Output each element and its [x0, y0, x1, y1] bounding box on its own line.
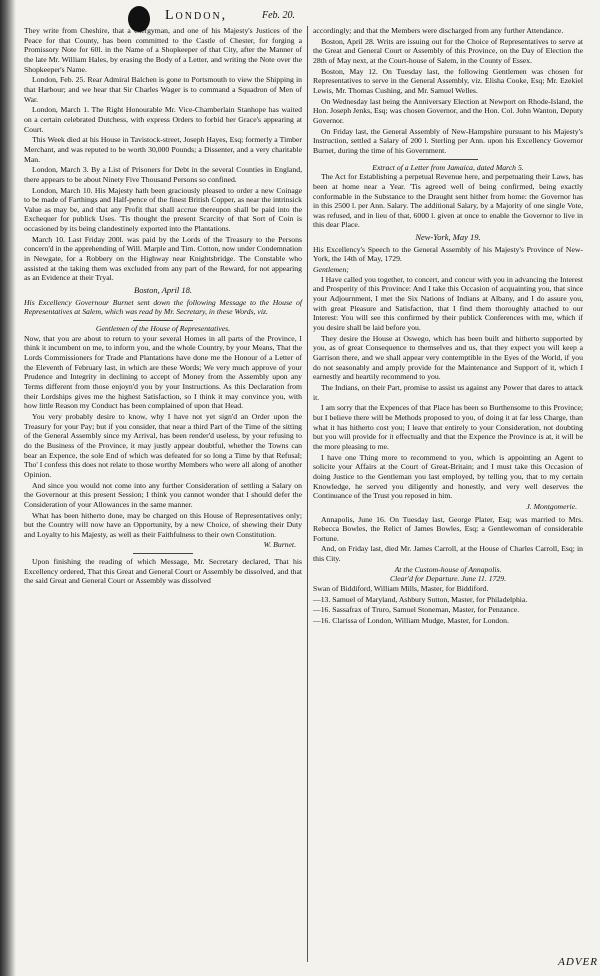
speech-title: His Excellency's Speech to the General Assembly of his Majesty's Province of New-York, the 14th of May, 1729. — [313, 244, 583, 264]
message-salutation: Gentlemen of the House of Representatives. — [95, 324, 231, 334]
dateline-new-york: New-York, May 19. — [415, 232, 481, 243]
speech-paragraph: I Have called you together, to concert, and concur with you in advancing the Interest and Prosperity of this Province: And I take this Occasion of acquainting you, that since your Adjournment, I met the Six Nations of Indians at Albany, and I do assure you, with great Pleasure and Satisfaction, that I find them thoroughly attached to our Interest: You will see this confirmed by their publick Conferences with me, which if you desire shall be laid before you. — [313, 274, 583, 333]
message-paragraph: You very probably desire to know, why I have not yet sign'd an Order upon the Treasury for your Pay; but if you consider, that near a third Part of the Time of the sitting of the General Assembly since my Arrival, has been render'd useless, by your refusing to do the Business of the Province, it may justly appear doubtful, whether the Towns can bear an Expence, the sole End of which was defeated for so long a Time by that Refusal; Tho' I confess this does not relate to those worthy Members who were all along of another Opinion. — [24, 411, 302, 479]
speech-paragraph: They desire the House at Oswego, which has been built and hitherto supported by you, as of great Consequence to themselves and us, that they expect you will keep a Garrison there, and we shall appear very contemptible in the Eyes of the World, if you do not seasonably and amply provide for the Maintenance and Support of it, which I earnestly and heartily recommend to you. — [313, 333, 583, 382]
article-paragraph: They write from Cheshire, that a Clergyman, and one of his Majesty's Justices of the Peace for that County, has been committed to the Castle of Chester, for forging a Promissory Note for 60l. in the Name of a Shopkeeper of that City, after the Manner of the late Mr. William Hales, by erasing the Body of a Letter, and writing the Note over the Shopkeeper's Name. — [24, 26, 302, 74]
article-paragraph: London, Feb. 25. Rear Admiral Balchen is gone to Portsmouth to view the Shipping in that Harbour; and we hear that Sir Charles Wager is to command a Squadron of Men of War. — [24, 75, 302, 104]
article-paragraph: March 10. Last Friday 200l. was paid by the Lords of the Treasury to the Persons concern'd in the apprehending of Will. Marple and Tim. Cotton, now under Condemnation in Newgate, for a Robbery on the Highway near Knightsbridge. The Constable who assisted at the taking them was excluded from any part of the Reward, for not appearing as an Evidence at their Tryal. — [24, 234, 302, 283]
article-paragraph: On Friday last, the General Assembly of New-Hampshire pursuant to his Majesty's Instruction, settled a Salary of 200 l. Sterling per Ann. upon his Excellency Governor Burnet, during the time of his Government. — [313, 126, 583, 155]
right-column — [313, 26, 583, 627]
article-paragraph: London, March 10. His Majesty hath been graciously pleased to order a new Coinage to be made of Farthings and Half-pence of the finest British Copper, as near the intrinsick Value as may be, and that any Profit that shall accrue thereupon shall be paid into the Exchequer for publick Uses. 'Tis thought the present Scarcity of that Sort of Coin is occasioned by its being clandestinely exported into the Plantations. — [24, 185, 302, 234]
column-rule — [307, 26, 308, 962]
article-paragraph: On Wednesday last being the Anniversary Election at Newport on Rhode-Island, the Hon. Joseph Jenks, Esq; was chosen Governor, and the Hon. Col. John Wanton, Deputy Governor. — [313, 96, 583, 125]
divider — [133, 320, 193, 321]
header-title: London, — [165, 8, 228, 23]
annapolis-paragraph: And, on Friday last, died Mr. James Carroll, at the House of Charles Carroll, Esq; in this City. — [313, 544, 583, 564]
left-column — [24, 26, 302, 587]
header-date: Feb. 20. — [262, 10, 296, 21]
divider — [418, 159, 478, 160]
message-paragraph: And since you would not come into any further Consideration of settling a Salary on the Governour at this present Session; I think you cannot wonder that I should defer the Consideration of your Allowances in the same manner. — [24, 480, 302, 509]
extract-title: Extract of a Letter from Jamaica, dated March 5. — [372, 162, 524, 172]
signature-montgomerie: J. Montgomerie. — [526, 501, 577, 511]
closing-paragraph: Upon finishing the reading of which Message, Mr. Secretary declared, That his Excellency ordered, That this Great and General Court or Assembly be dissolved, and that the said Great and General Court or Assembly was dissolved — [24, 557, 302, 586]
binding-shadow — [0, 0, 16, 976]
speech-paragraph: The Indians, on their Part, promise to assist us against any Power that dares to attack it. — [313, 382, 583, 402]
catchword: ADVER — [558, 956, 598, 968]
customs-entry: Swan of Biddiford, William Mills, Master, for Biddiford. — [313, 584, 489, 594]
message-paragraph: What has been hitherto done, may be charged on this House of Representatives only; but the Country will now have an Opportunity, by a new Choice, of shewing their Duty and Loyalty to his Majesty, as well as their Faithfulness to their own Constitution. — [24, 510, 302, 539]
speech-paragraph: I am sorry that the Expences of that Place has been so Burthensome to this Province; but I believe there will be Methods proposed to you, of doing it at far less Charge, than what it has hitherto cost you; I leave that entirely to your Consideration, not doubting but you will provide for it effectually and that the Expence the Province is at, it will be the more pleasing to me. — [313, 403, 583, 451]
dateline-boston: Boston, April 18. — [134, 285, 192, 296]
article-paragraph: accordingly; and that the Members were discharged from any further Attendance. — [313, 26, 564, 35]
article-paragraph: This Week died at his House in Tavistock-street, Joseph Hayes, Esq; formerly a Timber Merchant, and was reputed to be worth 30,000 Pounds; a Dissenter, and a very charitable Man. — [24, 135, 302, 164]
customs-entry: —13. Samuel of Maryland, Ashbury Sutton, Master, for Philadelphia. — [313, 594, 528, 604]
article-paragraph: Boston, April 28. Writs are issuing out for the Choice of Representatives to serve at the Great and General Court or Assembly of this Province, on the Day of Election the 28th of May next, at the Court-house of Salem, in the County of Essex. — [313, 36, 583, 65]
speech-salutation: Gentlemen; — [313, 265, 349, 275]
signature-burnet: W. Burnet. — [263, 540, 296, 550]
customs-entry: —16. Clarissa of London, William Mudge, Master, for London. — [313, 616, 509, 626]
customs-subtitle: Clear'd for Departure. June 11. 1729. — [389, 574, 507, 584]
article-paragraph: Boston, May 12. On Tuesday last, the following Gentlemen was chosen for Representatives to serve in the General Assembly, viz. Elisha Cooke, Esq; Mr. Ezekiel Lewis, Mr. Thomas Cushing, and Mr. Samuel Welles. — [313, 66, 583, 95]
article-paragraph: London, March 3. By a List of Prisoners for Debt in the several Counties in England, there appears to be about Ninety Five Thousand Persons so confined. — [24, 165, 302, 184]
extract-paragraph: The Act for Establishing a perpetual Revenue here, and perpetuating their Laws, has been at home near a Year. 'Tis agreed well of being confirmed, being exactly conformable in the Substance to the Draught sent hither from home: the Governor has in this 2500 l. per Ann. Salary. The additional Salary, by a Majority of one single Vote, was refused, and in lieu of that, 6000 l. given at once to enable the Governor to live in this dear Place. — [313, 172, 583, 230]
article-paragraph: London, March 1. The Right Honourable Mr. Vice-Chamberlain Stanhope has waited on a certain celebrated Dutchess, with express Orders to forbid her Grace's appearing at Court. — [24, 105, 302, 134]
page-header — [0, 6, 600, 26]
customs-title: At the Custom-house of Annapolis. — [394, 564, 502, 574]
customs-entry: —16. Sassafrax of Truro, Samuel Stoneman, Master, for Penzance. — [313, 605, 520, 615]
speech-paragraph: I have one Thing more to recommend to you, which is appointing an Agent to solicite your Affairs at the Court of Great-Britain; and I must take this Occasion of doing Justice to the Gentleman you last employed, by telling you, that to my certain Knowledge, he served you diligently and honestly, and very well deserves the Continuance of the Trust you reposed in him. — [313, 452, 583, 501]
message-paragraph: Now, that you are about to return to your several Homes in all parts of the Province, I think it incumbent on me, to inform you, and the whole Country, by your Means, That the Lords Commissioners for Trade and Plantations have done me the Honour of a Letter of the Eleventh of February last, in which are these Words; We very much approve of your Prudence and Integrity in declining to accept of Money from the Assembly upon any Terms different from those enjoyn'd you by your Instructions. As this Declaration from their Lordships gives me the highest Satisfaction, so I think it may convince you, with how little Reason my Conduct has been complained of upon that Head. — [24, 333, 302, 411]
annapolis-paragraph: Annapolis, June 16. On Tuesday last, George Plater, Esq; was married to Mrs. Rebecca Bowles, the Relict of James Bowles, Esq; a Gentlewoman of considerable Fortune. — [313, 514, 583, 543]
divider — [133, 553, 193, 554]
message-intro: His Excellency Governour Burnet sent down the following Message to the House of Representatives at Salem, which was read by Mr. Secretary, in these Words, viz. — [24, 297, 302, 317]
